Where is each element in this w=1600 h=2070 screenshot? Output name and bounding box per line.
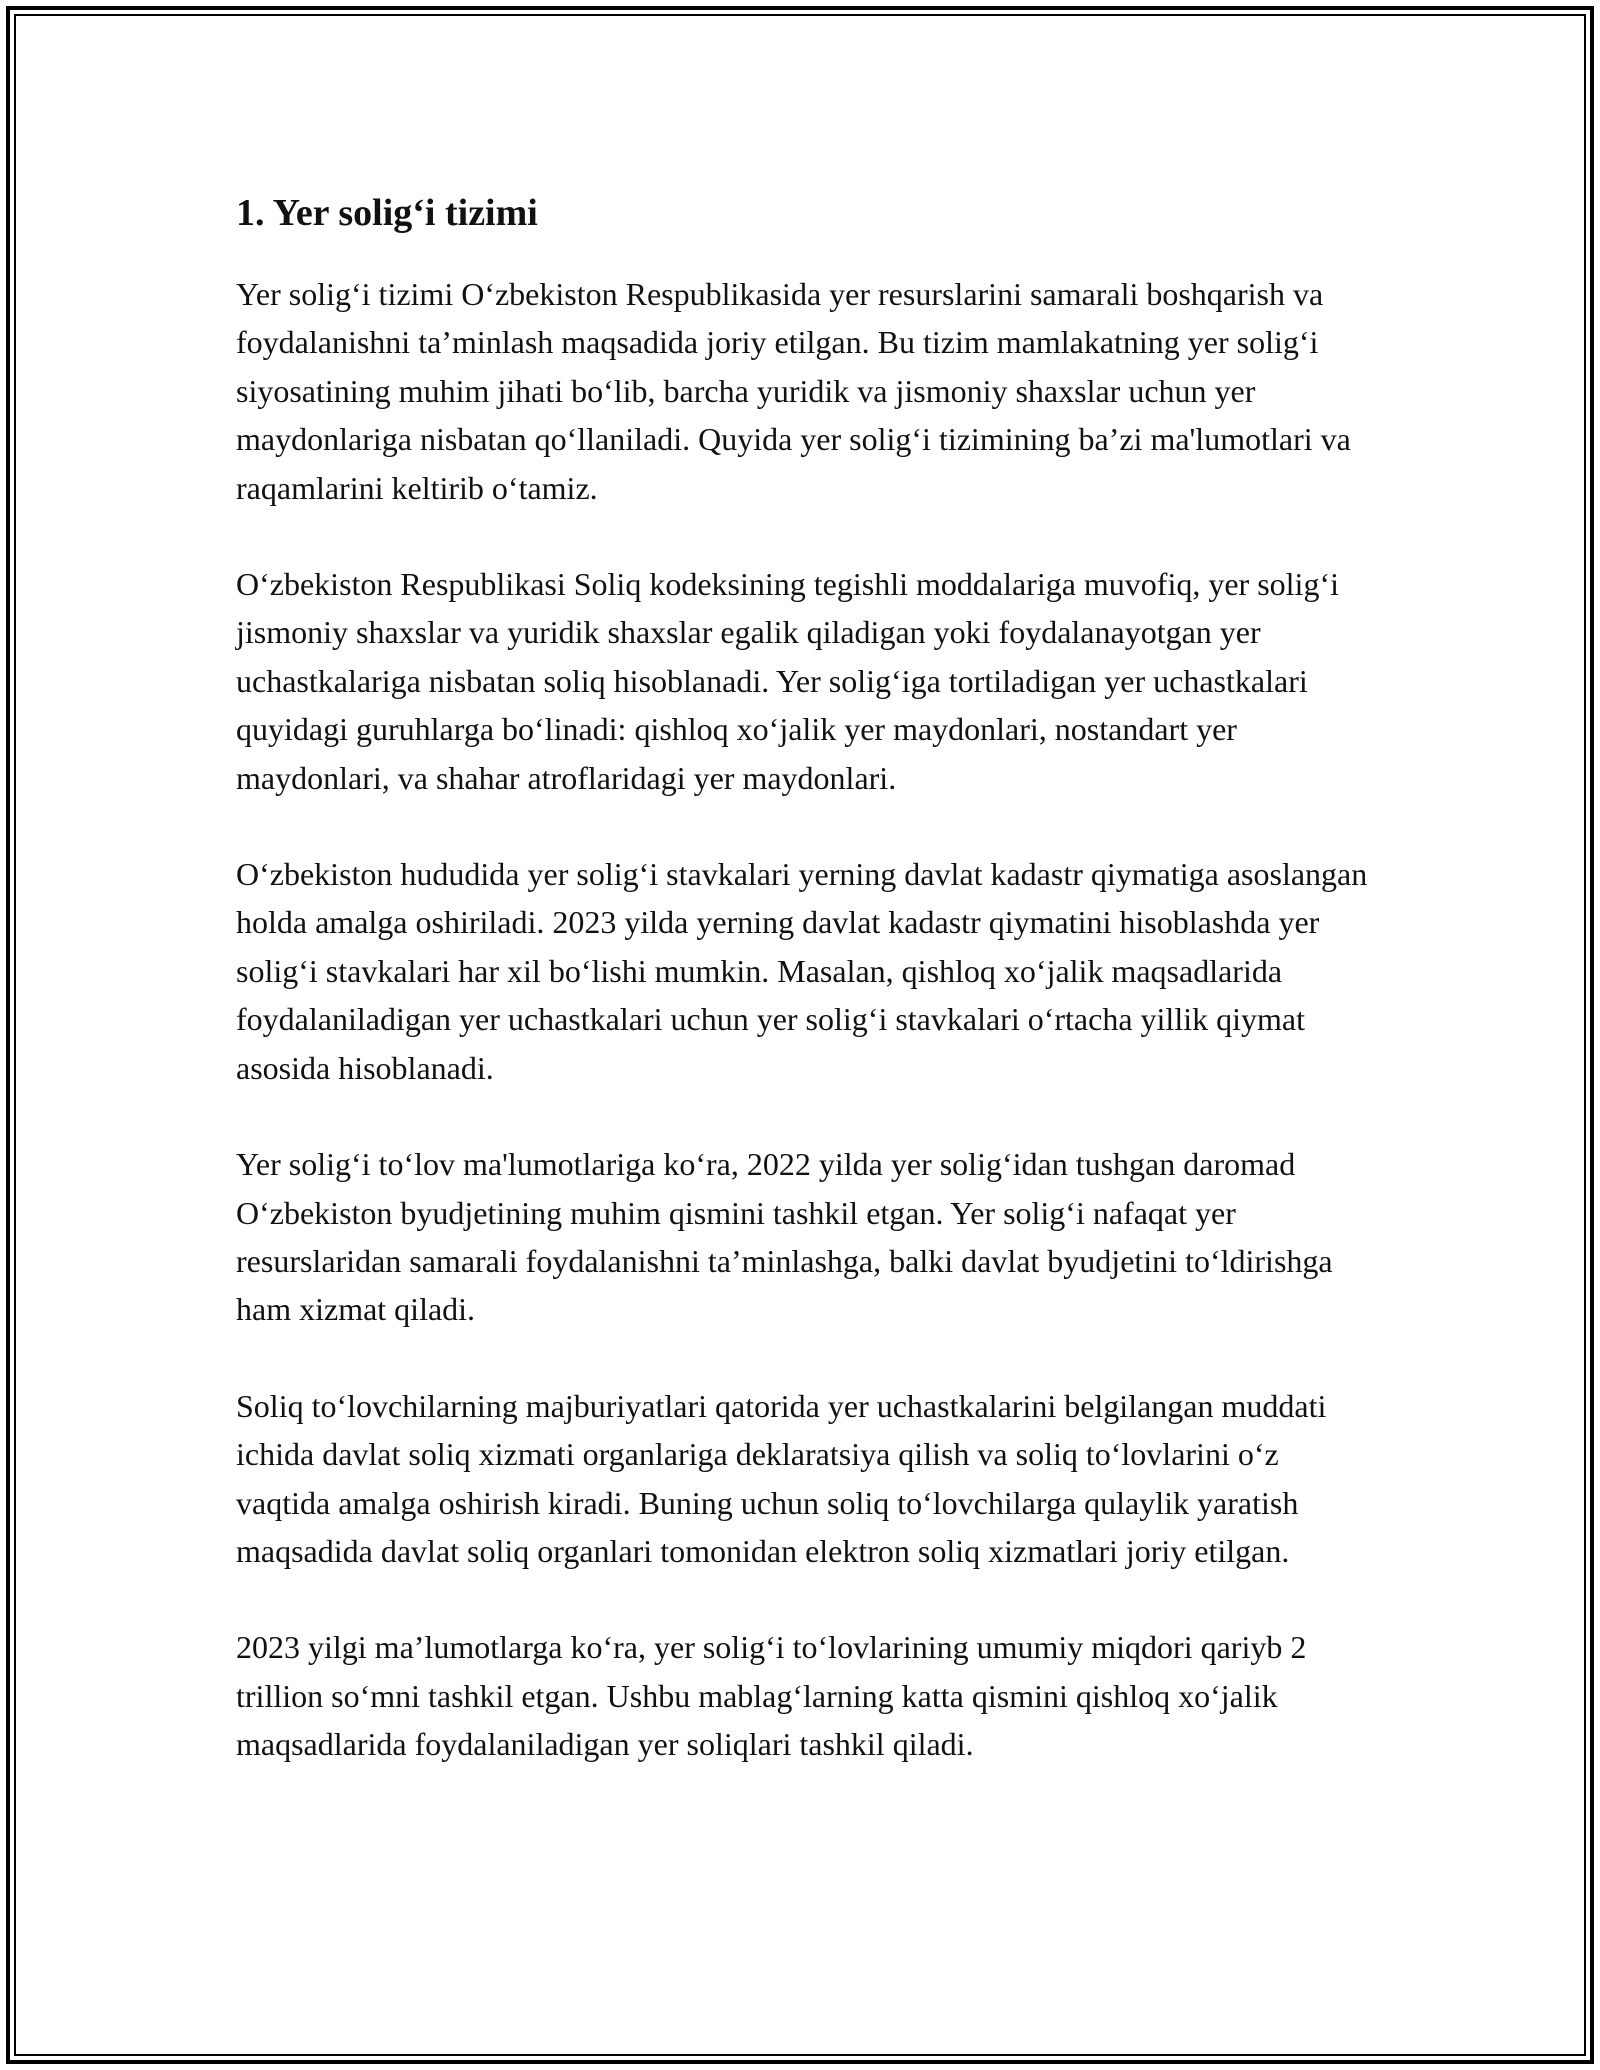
paragraph-totals: 2023 yilgi ma’lumotlarga ko‘ra, yer solig‘i to‘lovlarining umumiy miqdori qariyb 2 trillion so‘mni tashkil etgan. Ushbu mablag‘larning katta qismini qishloq xo‘jalik maqsadlarida foydalaniladigan yer soliqlari tashkil qiladi. xyxy=(236,1629,1307,1763)
document-body xyxy=(236,186,1376,1817)
paragraph-revenue: Yer solig‘i to‘lov ma'lumotlariga ko‘ra, 2022 yilda yer solig‘idan tushgan daromad O‘zbekiston byudjetining muhim qismini tashkil etgan. Yer solig‘i nafaqat yer resurslaridan samarali foydalanishni ta’minlashga, balki davlat byudjetini to‘ldirishga ham xizmat qiladi. xyxy=(236,1146,1333,1328)
paragraph-obligations: Soliq to‘lovchilarning majburiyatlari qatorida yer uchastkalarini belgilangan muddati ichida davlat soliq xizmati organlariga deklaratsiya qilish va soliq to‘lovlarini o‘z vaqtida amalga oshirish kiradi. Buning uchun soliq to‘lovchilarga qulaylik yaratish maqsadida davlat soliq organlari tomonidan elektron soliq xizmatlari joriy etilgan. xyxy=(236,1387,1327,1569)
paragraph-tax-code: O‘zbekiston Respublikasi Soliq kodeksining tegishli moddalariga muvofiq, yer solig‘i jismoniy shaxslar va yuridik shaxslar egalik qiladigan yoki foydalanayotgan yer uchastkalariga nisbatan soliq hisoblanadi. Yer solig‘iga tortiladigan yer uchastkalari quyidagi guruhlarga bo‘linadi: qishloq xo‘jalik yer maydonlari, nostandart yer maydonlari, va shahar atroflaridagi yer maydonlari. xyxy=(236,566,1339,796)
paragraph-intro: Yer solig‘i tizimi O‘zbekiston Respublikasida yer resurslarini samarali boshqarish va foydalanishni ta’minlash maqsadida joriy etilgan. Bu tizim mamlakatning yer solig‘i siyosatining muhim jihati bo‘lib, barcha yuridik va jismoniy shaxslar uchun yer maydonlariga nisbatan qo‘llaniladi. Quyida yer solig‘i tizimining ba’zi ma'lumotlari va raqamlarini keltirib o‘tamiz. xyxy=(236,276,1351,506)
paragraph-tax-rates: O‘zbekiston hududida yer solig‘i stavkalari yerning davlat kadastr qiymatiga asoslangan holda amalga oshiriladi. 2023 yilda yerning davlat kadastr qiymatini hisoblashda yer solig‘i stavkalari har xil bo‘lishi mumkin. Masalan, qishloq xo‘jalik maqsadlarida foydalaniladigan yer uchastkalari uchun yer solig‘i stavkalari o‘rtacha yillik qiymat asosida hisoblanadi. xyxy=(236,856,1368,1086)
section-heading: 1. Yer solig‘i tizimi xyxy=(236,192,538,234)
